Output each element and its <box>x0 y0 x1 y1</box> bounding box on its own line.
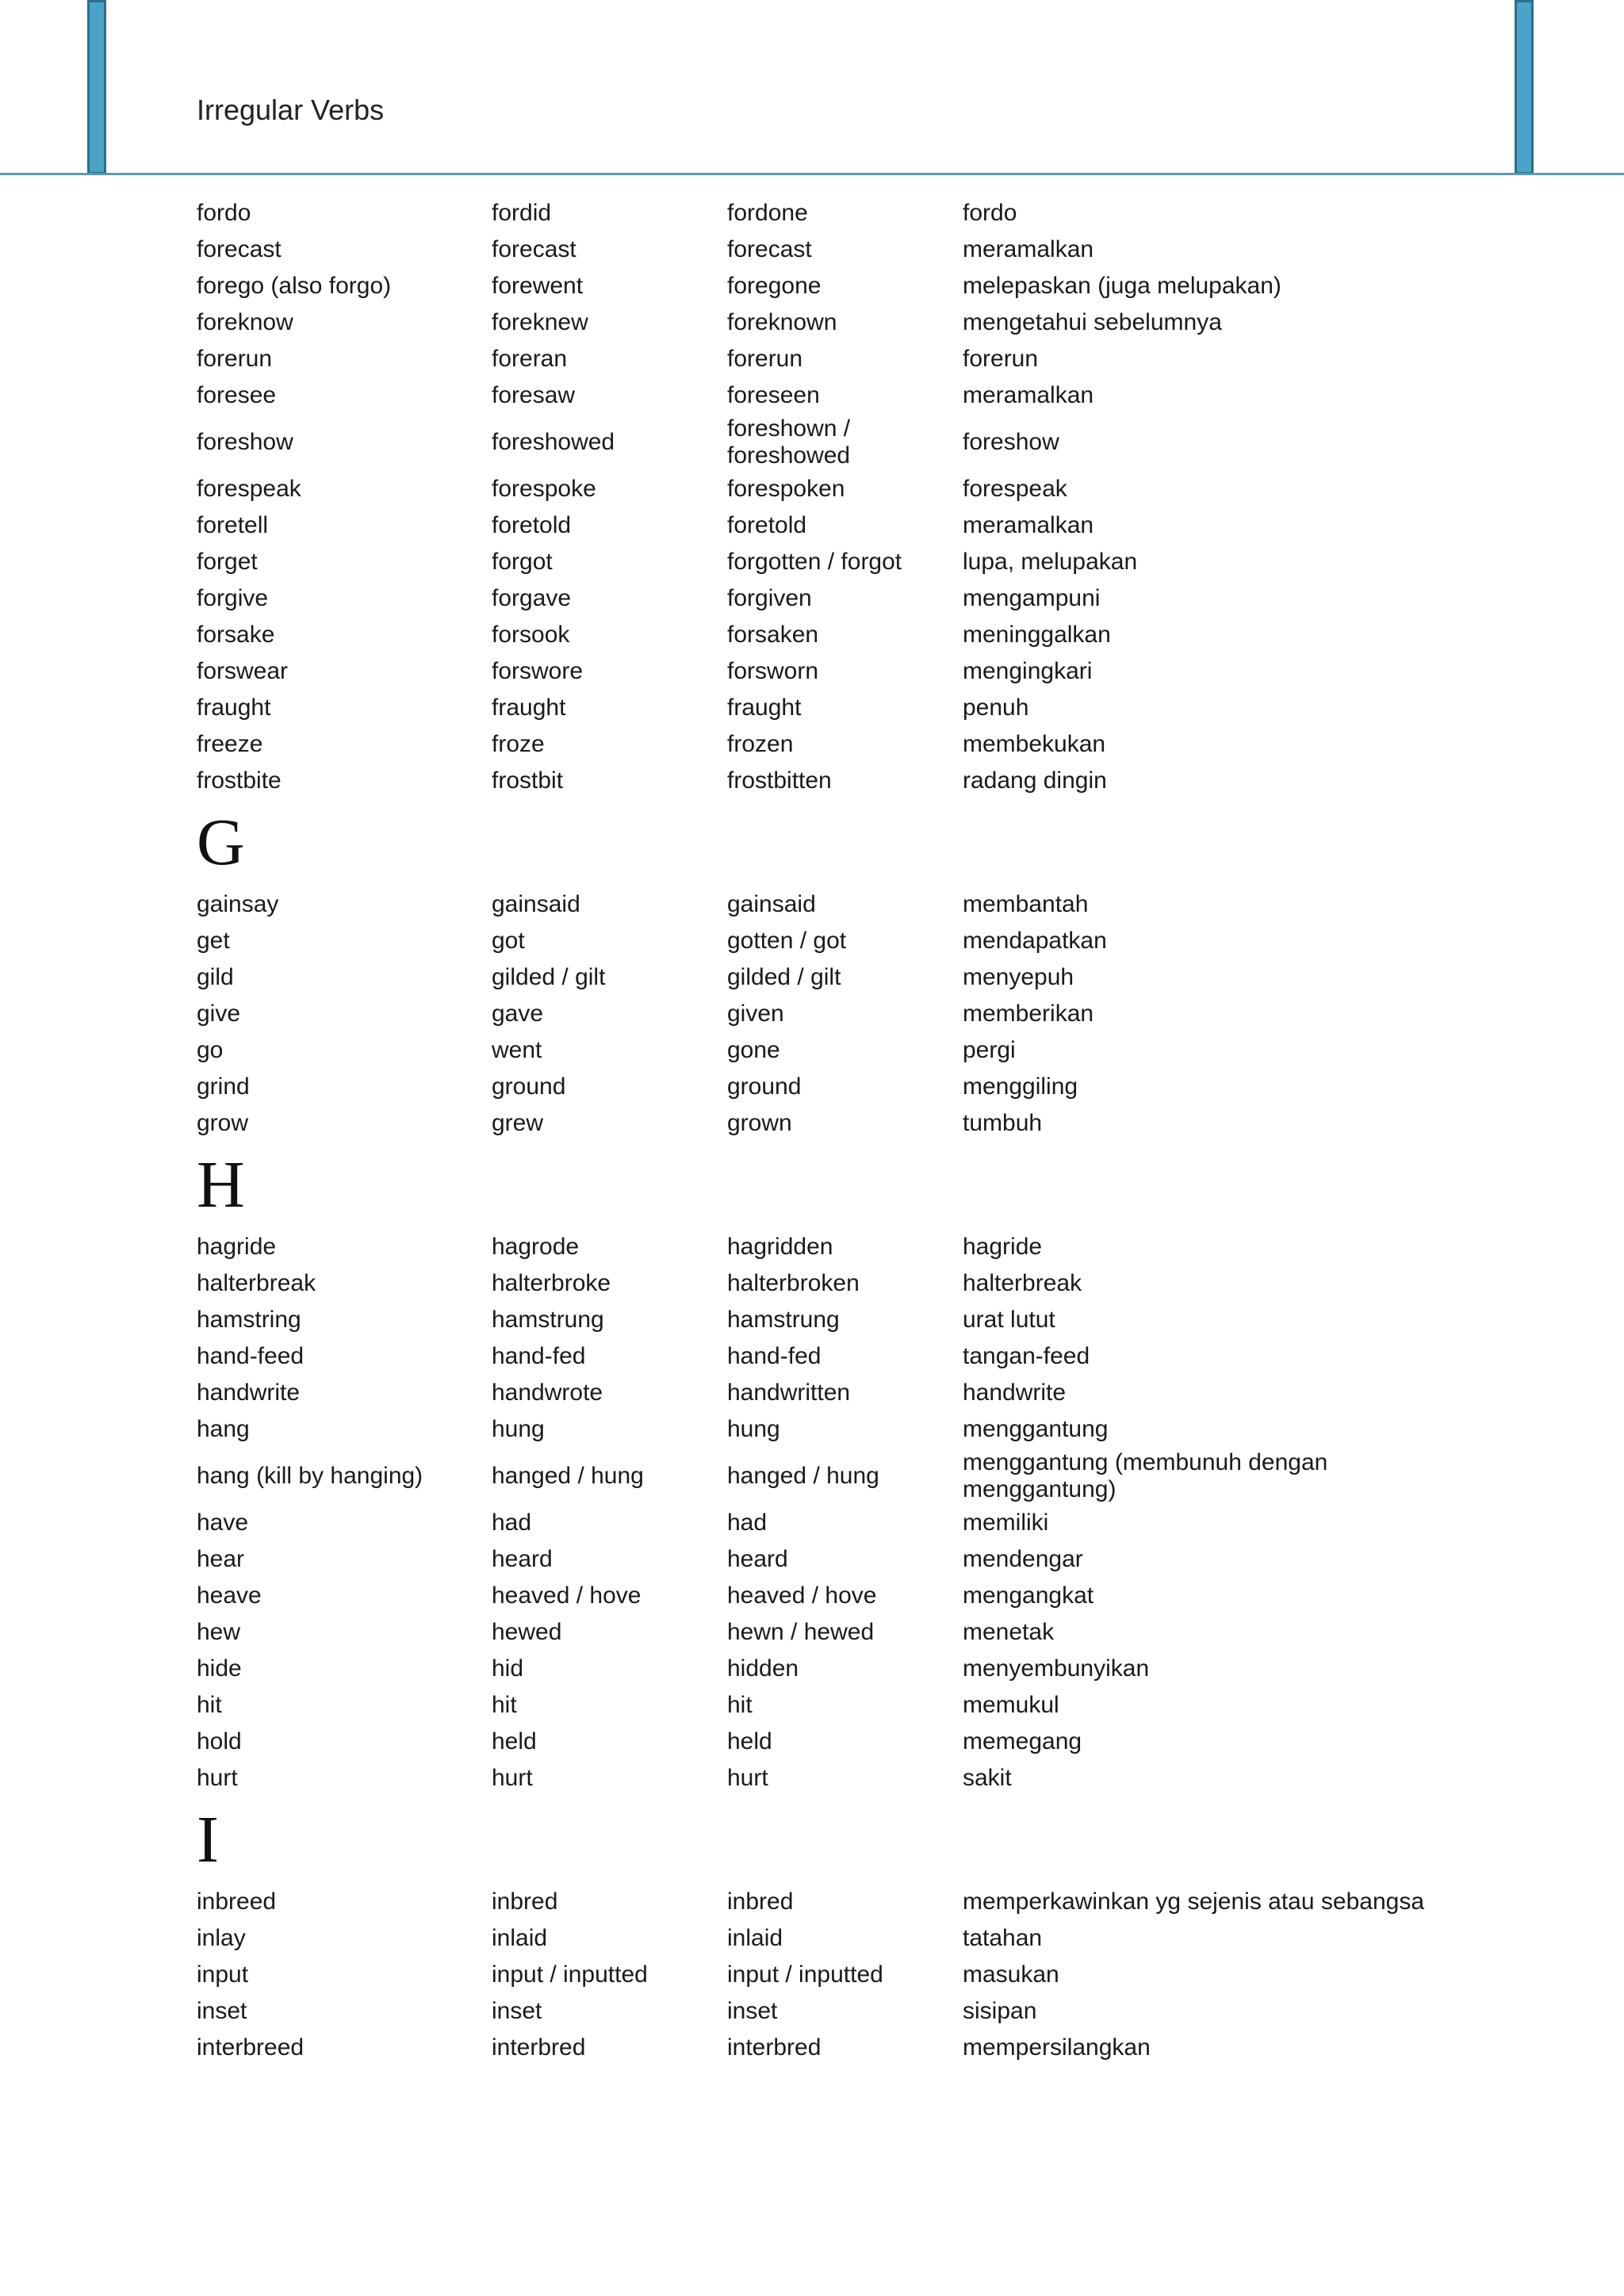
base-form-cell: hide <box>197 1655 242 1682</box>
table-row <box>197 1302 1545 1338</box>
translation-cell: mengetahui sebelumnya <box>963 309 1222 335</box>
table-row <box>197 1265 1545 1302</box>
section-letter-h: H <box>197 1148 245 1222</box>
past-participle-cell: hurt <box>727 1765 768 1791</box>
past-simple-cell: hagrode <box>492 1234 580 1260</box>
base-form-cell: have <box>197 1510 249 1536</box>
past-simple-cell: went <box>492 1037 542 1063</box>
past-participle-cell: interbred <box>727 2034 822 2061</box>
table-row <box>197 1724 1545 1760</box>
translation-cell: meninggalkan <box>963 622 1111 648</box>
past-participle-cell: gilded / gilt <box>727 964 841 990</box>
past-simple-cell: fordid <box>492 200 552 226</box>
translation-cell: penuh <box>963 695 1029 721</box>
base-form-cell: heave <box>197 1582 262 1609</box>
table-row <box>197 763 1545 799</box>
past-participle-cell: hung <box>727 1416 780 1442</box>
translation-cell: memiliki <box>963 1510 1049 1536</box>
past-participle-cell: grown <box>727 1110 792 1136</box>
past-simple-cell: heard <box>492 1546 553 1572</box>
section-letter-g: G <box>197 806 245 879</box>
past-simple-cell: inset <box>492 1998 542 2024</box>
past-participle-cell: inbred <box>727 1888 794 1915</box>
past-simple-cell: had <box>492 1510 532 1536</box>
past-simple-cell: hanged / hung <box>492 1463 644 1489</box>
past-participle-cell: hewn / hewed <box>727 1619 875 1645</box>
past-simple-cell: grew <box>492 1110 544 1136</box>
past-simple-cell: ground <box>492 1073 566 1100</box>
base-form-cell: interbreed <box>197 2034 304 2061</box>
past-participle-cell: inlaid <box>727 1925 783 1951</box>
past-simple-cell: hamstrung <box>492 1307 604 1333</box>
header-accent-bar-left <box>87 0 106 174</box>
past-participle-cell: heard <box>727 1546 788 1572</box>
base-form-cell: give <box>197 1001 241 1027</box>
translation-cell: memberikan <box>963 1001 1094 1027</box>
past-simple-cell: interbred <box>492 2034 586 2061</box>
past-simple-cell: forecast <box>492 236 576 262</box>
base-form-cell: hagride <box>197 1234 277 1260</box>
translation-cell: memperkawinkan yg sejenis atau sebangsa <box>963 1888 1424 1915</box>
past-simple-cell: forewent <box>492 273 584 299</box>
past-participle-cell: hit <box>727 1692 753 1718</box>
past-participle-cell: hagridden <box>727 1234 833 1260</box>
table-row <box>197 1651 1545 1687</box>
translation-cell: radang dingin <box>963 767 1107 794</box>
base-form-cell: inlay <box>197 1925 246 1951</box>
past-simple-cell: foreshowed <box>492 429 615 455</box>
past-simple-cell: forespoke <box>492 476 596 502</box>
table-row <box>197 1920 1545 1957</box>
past-simple-cell: gilded / gilt <box>492 964 606 990</box>
translation-cell: melepaskan (juga melupakan) <box>963 273 1281 299</box>
past-simple-cell: frostbit <box>492 767 564 794</box>
table-row <box>197 1069 1545 1105</box>
base-form-cell: foreknow <box>197 309 293 335</box>
translation-cell: mengangkat <box>963 1582 1094 1609</box>
base-form-cell: fordo <box>197 200 251 226</box>
table-row <box>197 1760 1545 1797</box>
base-form-cell: hear <box>197 1546 245 1572</box>
translation-cell: meramalkan <box>963 512 1094 538</box>
table-row <box>197 195 1545 232</box>
translation-cell: urat lutut <box>963 1307 1055 1333</box>
past-simple-cell: hewed <box>492 1619 562 1645</box>
translation-cell: mengampuni <box>963 585 1101 611</box>
table-row <box>197 1957 1545 1993</box>
base-form-cell: frostbite <box>197 767 282 794</box>
verb-table <box>197 195 1545 2066</box>
base-form-cell: hang <box>197 1416 250 1442</box>
table-row <box>197 544 1545 580</box>
past-participle-cell: foretold <box>727 512 807 538</box>
table-row <box>197 1375 1545 1411</box>
translation-cell: mendengar <box>963 1546 1083 1572</box>
past-participle-cell: frostbitten <box>727 767 832 794</box>
table-row <box>197 1884 1545 1920</box>
translation-cell: lupa, melupakan <box>963 549 1138 575</box>
base-form-cell: forsake <box>197 622 275 648</box>
past-participle-cell: given <box>727 1001 784 1027</box>
past-participle-cell: forgiven <box>727 585 812 611</box>
past-participle-cell: ground <box>727 1073 802 1100</box>
header-divider <box>0 173 1624 175</box>
base-form-cell: handwrite <box>197 1380 301 1406</box>
base-form-cell: forget <box>197 549 258 575</box>
past-participle-cell: hidden <box>727 1655 799 1682</box>
past-simple-cell: hung <box>492 1416 545 1442</box>
table-row <box>197 1993 1545 2030</box>
header-accent-bar-right <box>1515 0 1534 174</box>
translation-cell: menggantung (membunuh dengan menggantung) <box>963 1449 1328 1502</box>
past-participle-cell: hamstrung <box>727 1307 840 1333</box>
base-form-cell: grow <box>197 1110 249 1136</box>
base-form-cell: gainsay <box>197 891 279 917</box>
base-form-cell: forespeak <box>197 476 301 502</box>
past-participle-cell: frozen <box>727 731 794 757</box>
table-row <box>197 1614 1545 1651</box>
base-form-cell: hand-feed <box>197 1343 304 1369</box>
table-row <box>197 1105 1545 1142</box>
table-row <box>197 1032 1545 1069</box>
translation-cell: tumbuh <box>963 1110 1043 1136</box>
table-row <box>197 726 1545 763</box>
table-row <box>197 377 1545 414</box>
translation-cell: sakit <box>963 1765 1012 1791</box>
table-row <box>197 471 1545 507</box>
table-row <box>197 1687 1545 1724</box>
base-form-cell: inbreed <box>197 1888 277 1915</box>
table-row <box>197 580 1545 617</box>
translation-cell: hagride <box>963 1234 1043 1260</box>
table-row <box>197 996 1545 1032</box>
table-row <box>197 1411 1545 1448</box>
past-simple-cell: handwrote <box>492 1380 603 1406</box>
translation-cell: forespeak <box>963 476 1067 502</box>
base-form-cell: get <box>197 928 230 954</box>
past-participle-cell: hand-fed <box>727 1343 822 1369</box>
translation-cell: sisipan <box>963 1998 1037 2024</box>
translation-cell: foreshow <box>963 429 1059 455</box>
table-row <box>197 2030 1545 2066</box>
base-form-cell: hurt <box>197 1765 238 1791</box>
past-participle-cell: foregone <box>727 273 822 299</box>
past-simple-cell: froze <box>492 731 545 757</box>
past-simple-cell: inbred <box>492 1888 558 1915</box>
base-form-cell: hang (kill by hanging) <box>197 1463 423 1489</box>
past-simple-cell: forgave <box>492 585 572 611</box>
past-participle-cell: forecast <box>727 236 812 262</box>
translation-cell: memegang <box>963 1728 1082 1755</box>
past-participle-cell: held <box>727 1728 772 1755</box>
translation-cell: menetak <box>963 1619 1055 1645</box>
translation-cell: forerun <box>963 346 1039 372</box>
translation-cell: membekukan <box>963 731 1106 757</box>
table-row <box>197 341 1545 377</box>
table-row <box>197 414 1545 471</box>
past-simple-cell: held <box>492 1728 537 1755</box>
past-simple-cell: gave <box>492 1001 544 1027</box>
base-form-cell: foreshow <box>197 429 293 455</box>
table-row <box>197 268 1545 304</box>
table-row <box>197 886 1545 923</box>
past-participle-cell: inset <box>727 1998 778 2024</box>
past-simple-cell: hid <box>492 1655 524 1682</box>
table-row <box>197 1505 1545 1541</box>
base-form-cell: hit <box>197 1692 222 1718</box>
section-letter-i: I <box>197 1803 219 1877</box>
past-simple-cell: fraught <box>492 695 566 721</box>
base-form-cell: forgive <box>197 585 269 611</box>
past-participle-cell: handwritten <box>727 1380 851 1406</box>
base-form-cell: grind <box>197 1073 250 1100</box>
translation-cell: mempersilangkan <box>963 2034 1151 2061</box>
base-form-cell: fraught <box>197 695 271 721</box>
past-simple-cell: gainsaid <box>492 891 580 917</box>
past-participle-cell: foreknown <box>727 309 837 335</box>
past-participle-cell: forespoken <box>727 476 845 502</box>
past-simple-cell: forswore <box>492 658 584 684</box>
translation-cell: pergi <box>963 1037 1016 1063</box>
translation-cell: mendapatkan <box>963 928 1107 954</box>
translation-cell: halterbreak <box>963 1270 1082 1296</box>
past-simple-cell: foretold <box>492 512 572 538</box>
translation-cell: meramalkan <box>963 236 1094 262</box>
base-form-cell: forerun <box>197 346 273 372</box>
base-form-cell: gild <box>197 964 234 990</box>
table-row <box>197 690 1545 726</box>
base-form-cell: freeze <box>197 731 263 757</box>
base-form-cell: foretell <box>197 512 269 538</box>
base-form-cell: halterbreak <box>197 1270 316 1296</box>
base-form-cell: input <box>197 1961 249 1988</box>
table-row <box>197 1229 1545 1265</box>
past-participle-cell: gainsaid <box>727 891 816 917</box>
past-simple-cell: hurt <box>492 1765 533 1791</box>
past-simple-cell: hit <box>492 1692 517 1718</box>
translation-cell: menyepuh <box>963 964 1074 990</box>
translation-cell: tangan-feed <box>963 1343 1090 1369</box>
table-row <box>197 1448 1545 1505</box>
past-simple-cell: foresaw <box>492 382 576 408</box>
base-form-cell: hamstring <box>197 1307 301 1333</box>
table-row <box>197 1541 1545 1578</box>
past-participle-cell: input / inputted <box>727 1961 883 1988</box>
translation-cell: mengingkari <box>963 658 1093 684</box>
past-participle-cell: forsaken <box>727 622 819 648</box>
translation-cell: tatahan <box>963 1925 1043 1951</box>
translation-cell: masukan <box>963 1961 1059 1988</box>
past-simple-cell: hand-fed <box>492 1343 586 1369</box>
past-participle-cell: forgotten / forgot <box>727 549 902 575</box>
translation-cell: meramalkan <box>963 382 1094 408</box>
table-row <box>197 507 1545 544</box>
past-simple-cell: forsook <box>492 622 570 648</box>
past-participle-cell: foreshown / foreshowed <box>727 415 851 469</box>
page-title: Irregular Verbs <box>197 94 385 126</box>
base-form-cell: inset <box>197 1998 247 2024</box>
past-participle-cell: forsworn <box>727 658 819 684</box>
table-row <box>197 1578 1545 1614</box>
past-participle-cell: had <box>727 1510 768 1536</box>
table-row <box>197 923 1545 959</box>
table-row <box>197 304 1545 341</box>
past-participle-cell: heaved / hove <box>727 1582 877 1609</box>
past-participle-cell: forerun <box>727 346 803 372</box>
base-form-cell: forego (also forgo) <box>197 273 392 299</box>
base-form-cell: go <box>197 1037 224 1063</box>
base-form-cell: hold <box>197 1728 242 1755</box>
past-simple-cell: input / inputted <box>492 1961 648 1988</box>
past-simple-cell: forgot <box>492 549 553 575</box>
past-simple-cell: inlaid <box>492 1925 548 1951</box>
past-simple-cell: heaved / hove <box>492 1582 642 1609</box>
past-participle-cell: gone <box>727 1037 780 1063</box>
translation-cell: handwrite <box>963 1380 1067 1406</box>
translation-cell: memukul <box>963 1692 1059 1718</box>
translation-cell: fordo <box>963 200 1017 226</box>
translation-cell: menyembunyikan <box>963 1655 1150 1682</box>
translation-cell: menggantung <box>963 1416 1109 1442</box>
base-form-cell: hew <box>197 1619 241 1645</box>
translation-cell: membantah <box>963 891 1089 917</box>
base-form-cell: forswear <box>197 658 289 684</box>
past-participle-cell: fraught <box>727 695 802 721</box>
base-form-cell: forecast <box>197 236 282 262</box>
past-participle-cell: hanged / hung <box>727 1463 879 1489</box>
past-simple-cell: foreknew <box>492 309 588 335</box>
past-participle-cell: fordone <box>727 200 808 226</box>
table-row <box>197 1338 1545 1375</box>
table-row <box>197 617 1545 653</box>
base-form-cell: foresee <box>197 382 277 408</box>
past-participle-cell: halterbroken <box>727 1270 860 1296</box>
table-row <box>197 959 1545 996</box>
past-simple-cell: got <box>492 928 525 954</box>
table-row <box>197 653 1545 690</box>
past-participle-cell: foreseen <box>727 382 820 408</box>
past-simple-cell: foreran <box>492 346 568 372</box>
past-participle-cell: gotten / got <box>727 928 847 954</box>
past-simple-cell: halterbroke <box>492 1270 611 1296</box>
translation-cell: menggiling <box>963 1073 1078 1100</box>
table-row <box>197 232 1545 268</box>
